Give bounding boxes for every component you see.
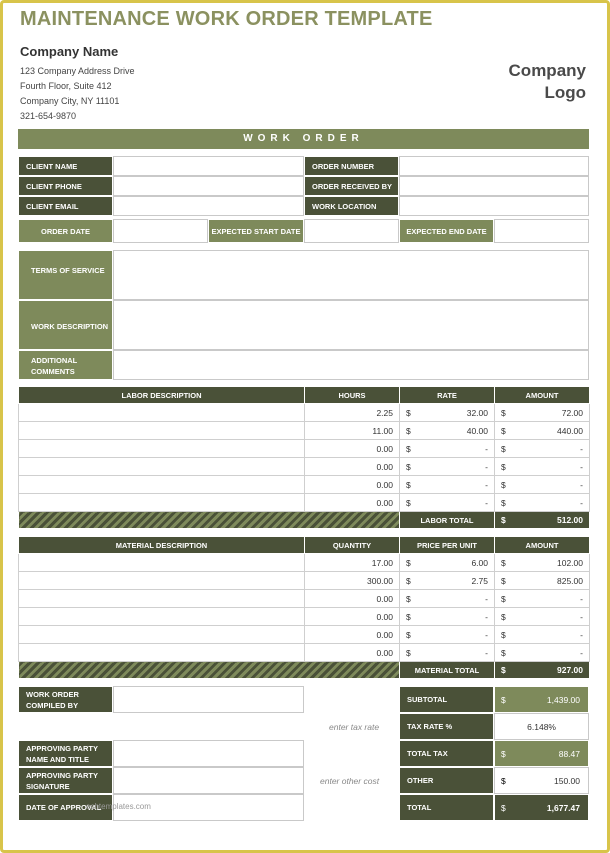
amount-value: 102.00 [557, 557, 583, 568]
enter-tax-rate-hint: enter tax rate [329, 722, 380, 732]
material-description-cell[interactable] [19, 608, 305, 626]
amount-cell [495, 440, 590, 458]
labor-description-cell[interactable] [19, 422, 305, 440]
amount-value: 440.00 [557, 425, 583, 436]
quantity-cell[interactable]: 300.00 [305, 572, 400, 590]
currency-symbol: $ [501, 575, 506, 586]
currency-symbol: $ [406, 407, 411, 418]
currency-symbol: $ [501, 647, 506, 658]
client-email-field[interactable] [113, 196, 304, 216]
table-row [19, 626, 590, 644]
rate-cell[interactable] [400, 422, 495, 440]
amount-cell [495, 422, 590, 440]
total-tax-value: 88.47 [558, 749, 580, 759]
amount-cell [495, 458, 590, 476]
currency-symbol: $ [501, 515, 506, 525]
amount-cell [495, 476, 590, 494]
currency-symbol: $ [406, 497, 411, 508]
material-table [18, 536, 590, 679]
company-name[interactable]: Company Name [20, 44, 119, 59]
price-cell[interactable] [400, 608, 495, 626]
table-row [19, 494, 590, 512]
quantity-cell[interactable]: 17.00 [305, 554, 400, 572]
amount-value: - [580, 497, 583, 508]
rate-cell[interactable] [400, 476, 495, 494]
order-received-by-label: ORDER RECEIVED BY [304, 176, 399, 196]
price-value: 2.75 [471, 575, 488, 586]
company-logo [486, 60, 586, 104]
total-tax-label: TOTAL TAX [399, 740, 494, 767]
labor-description-header: LABOR DESCRIPTION [19, 387, 305, 404]
rate-header: RATE [400, 387, 495, 404]
currency-symbol: $ [501, 629, 506, 640]
price-cell[interactable] [400, 644, 495, 662]
watermark-text: echtemplates.com [86, 802, 151, 811]
client-email-label: CLIENT EMAIL [18, 196, 113, 216]
amount-cell [495, 590, 590, 608]
labor-description-cell[interactable] [19, 404, 305, 422]
currency-symbol: $ [501, 461, 506, 472]
labor-description-cell[interactable] [19, 494, 305, 512]
tax-rate-label: TAX RATE % [399, 713, 494, 740]
material-total-value [495, 662, 590, 679]
other-value: 150.00 [554, 776, 580, 786]
amount-cell [495, 572, 590, 590]
table-row [19, 590, 590, 608]
quantity-cell[interactable]: 0.00 [305, 626, 400, 644]
material-total-label: MATERIAL TOTAL [400, 662, 495, 679]
table-row [19, 440, 590, 458]
labor-header-row [19, 387, 590, 404]
hours-cell[interactable]: 11.00 [305, 422, 400, 440]
expected-end-field[interactable] [494, 219, 589, 243]
work-description-label: WORK DESCRIPTION [18, 300, 113, 350]
date-of-approval-label: DATE OF APPROVAL [18, 794, 113, 821]
additional-comments-label: ADDITIONAL COMMENTS [18, 350, 113, 380]
subtotal-value-cell [494, 686, 589, 713]
expected-end-label: EXPECTED END DATE [399, 219, 494, 243]
price-cell[interactable] [400, 554, 495, 572]
company-address-line-3[interactable]: Company City, NY 11101 [20, 96, 120, 106]
currency-symbol: $ [406, 575, 411, 586]
price-cell[interactable] [400, 590, 495, 608]
rate-value: 40.00 [466, 425, 488, 436]
amount-value: - [580, 479, 583, 490]
currency-symbol: $ [501, 611, 506, 622]
rate-value: - [485, 443, 488, 454]
currency-symbol: $ [406, 461, 411, 472]
labor-description-cell[interactable] [19, 458, 305, 476]
order-date-label: ORDER DATE [18, 219, 113, 243]
other-label: OTHER [399, 767, 494, 794]
terms-of-service-label: TERMS OF SERVICE [18, 250, 113, 300]
amount-cell [495, 404, 590, 422]
amount-cell [495, 608, 590, 626]
hours-cell[interactable]: 2.25 [305, 404, 400, 422]
tax-rate-field[interactable] [494, 713, 589, 740]
currency-symbol: $ [501, 479, 506, 490]
table-row [19, 644, 590, 662]
amount-value: - [580, 593, 583, 604]
labor-amount-header: AMOUNT [495, 387, 590, 404]
currency-symbol: $ [501, 407, 506, 418]
currency-symbol: $ [406, 647, 411, 658]
currency-symbol: $ [406, 479, 411, 490]
approving-signature-field[interactable] [113, 767, 304, 794]
rate-value: - [485, 461, 488, 472]
material-header-row [19, 537, 590, 554]
currency-symbol: $ [501, 425, 506, 436]
quantity-header: QUANTITY [305, 537, 400, 554]
currency-symbol: $ [406, 629, 411, 640]
page-title: MAINTENANCE WORK ORDER TEMPLATE [20, 8, 433, 30]
material-amount-header: AMOUNT [495, 537, 590, 554]
rate-cell[interactable] [400, 440, 495, 458]
order-number-label: ORDER NUMBER [304, 156, 399, 176]
currency-symbol: $ [501, 776, 506, 786]
material-total-amount: 927.00 [557, 665, 583, 675]
price-value: - [485, 611, 488, 622]
currency-symbol: $ [406, 593, 411, 604]
hours-cell[interactable]: 0.00 [305, 458, 400, 476]
subtotal-value: 1,439.00 [546, 695, 580, 705]
rate-value: - [485, 479, 488, 490]
table-row [19, 572, 590, 590]
work-description-field[interactable] [113, 300, 589, 350]
currency-symbol: $ [406, 611, 411, 622]
currency-symbol: $ [501, 695, 506, 705]
total-label: TOTAL [399, 794, 494, 821]
work-order-banner: WORK ORDER [18, 129, 589, 149]
subtotal-label: SUBTOTAL [399, 686, 494, 713]
labor-table [18, 386, 590, 529]
amount-cell [495, 554, 590, 572]
currency-symbol: $ [501, 593, 506, 604]
price-cell[interactable] [400, 572, 495, 590]
client-name-label: CLIENT NAME [18, 156, 113, 176]
work-location-label: WORK LOCATION [304, 196, 399, 216]
amount-value: 825.00 [557, 575, 583, 586]
currency-symbol: $ [501, 497, 506, 508]
logo-line-1: Company [508, 61, 586, 80]
client-phone-label: CLIENT PHONE [18, 176, 113, 196]
quantity-cell[interactable]: 0.00 [305, 590, 400, 608]
amount-cell [495, 626, 590, 644]
enter-other-cost-hint: enter other cost [320, 776, 380, 786]
compiled-by-field[interactable] [113, 686, 304, 713]
labor-description-cell[interactable] [19, 440, 305, 458]
currency-symbol: $ [406, 425, 411, 436]
amount-value: - [580, 611, 583, 622]
table-row [19, 404, 590, 422]
hours-cell[interactable]: 0.00 [305, 494, 400, 512]
material-description-cell[interactable] [19, 626, 305, 644]
order-received-by-field[interactable] [399, 176, 589, 196]
other-cost-field[interactable] [494, 767, 589, 794]
price-value: - [485, 647, 488, 658]
hours-header: HOURS [305, 387, 400, 404]
currency-symbol: $ [501, 803, 506, 813]
amount-cell [495, 644, 590, 662]
rate-cell[interactable] [400, 494, 495, 512]
table-row [19, 458, 590, 476]
tax-rate-value: 6.148% [527, 722, 556, 732]
rate-cell[interactable] [400, 458, 495, 476]
hours-cell[interactable]: 0.00 [305, 476, 400, 494]
order-number-field[interactable] [399, 156, 589, 176]
currency-symbol: $ [501, 557, 506, 568]
material-description-cell[interactable] [19, 644, 305, 662]
amount-value: - [580, 647, 583, 658]
price-value: 6.00 [471, 557, 488, 568]
price-value: - [485, 593, 488, 604]
additional-comments-field[interactable] [113, 350, 589, 380]
material-description-cell[interactable] [19, 572, 305, 590]
expected-start-label: EXPECTED START DATE [208, 219, 304, 243]
table-row [19, 422, 590, 440]
table-row [19, 554, 590, 572]
rate-value: - [485, 497, 488, 508]
client-phone-field[interactable] [113, 176, 304, 196]
client-name-field[interactable] [113, 156, 304, 176]
rate-cell[interactable] [400, 404, 495, 422]
total-tax-value-cell [494, 740, 589, 767]
total-value: 1,677.47 [546, 803, 580, 813]
price-cell[interactable] [400, 626, 495, 644]
currency-symbol: $ [501, 443, 506, 454]
compiled-by-label: WORK ORDER COMPILED BY [18, 686, 113, 713]
terms-of-service-field[interactable] [113, 250, 589, 300]
quantity-cell[interactable]: 0.00 [305, 644, 400, 662]
material-description-cell[interactable] [19, 554, 305, 572]
amount-value: 72.00 [561, 407, 583, 418]
currency-symbol: $ [501, 749, 506, 759]
table-row [19, 608, 590, 626]
material-description-header: MATERIAL DESCRIPTION [19, 537, 305, 554]
order-date-field[interactable] [113, 219, 208, 243]
price-per-unit-header: PRICE PER UNIT [400, 537, 495, 554]
company-address-line-2[interactable]: Fourth Floor, Suite 412 [20, 81, 112, 91]
quantity-cell[interactable]: 0.00 [305, 608, 400, 626]
material-total-row [19, 662, 590, 679]
hatch-band [19, 662, 400, 679]
labor-total-label: LABOR TOTAL [400, 512, 495, 529]
material-description-cell[interactable] [19, 590, 305, 608]
labor-total-value [495, 512, 590, 529]
approving-party-label: APPROVING PARTY NAME AND TITLE [18, 740, 113, 767]
approving-party-field[interactable] [113, 740, 304, 767]
currency-symbol: $ [406, 443, 411, 454]
work-location-field[interactable] [399, 196, 589, 216]
labor-description-cell[interactable] [19, 476, 305, 494]
hours-cell[interactable]: 0.00 [305, 440, 400, 458]
price-value: - [485, 629, 488, 640]
table-row [19, 476, 590, 494]
labor-total-row [19, 512, 590, 529]
company-address-line-1[interactable]: 123 Company Address Drive [20, 66, 135, 76]
expected-start-field[interactable] [304, 219, 399, 243]
rate-value: 32.00 [466, 407, 488, 418]
currency-symbol: $ [501, 665, 506, 675]
hatch-band [19, 512, 400, 529]
logo-line-2: Logo [544, 83, 586, 102]
currency-symbol: $ [406, 557, 411, 568]
amount-cell [495, 494, 590, 512]
labor-total-amount: 512.00 [557, 515, 583, 525]
approving-signature-label: APPROVING PARTY SIGNATURE [18, 767, 113, 794]
company-phone[interactable]: 321-654-9870 [20, 111, 77, 121]
amount-value: - [580, 443, 583, 454]
amount-value: - [580, 461, 583, 472]
amount-value: - [580, 629, 583, 640]
total-value-cell [494, 794, 589, 821]
